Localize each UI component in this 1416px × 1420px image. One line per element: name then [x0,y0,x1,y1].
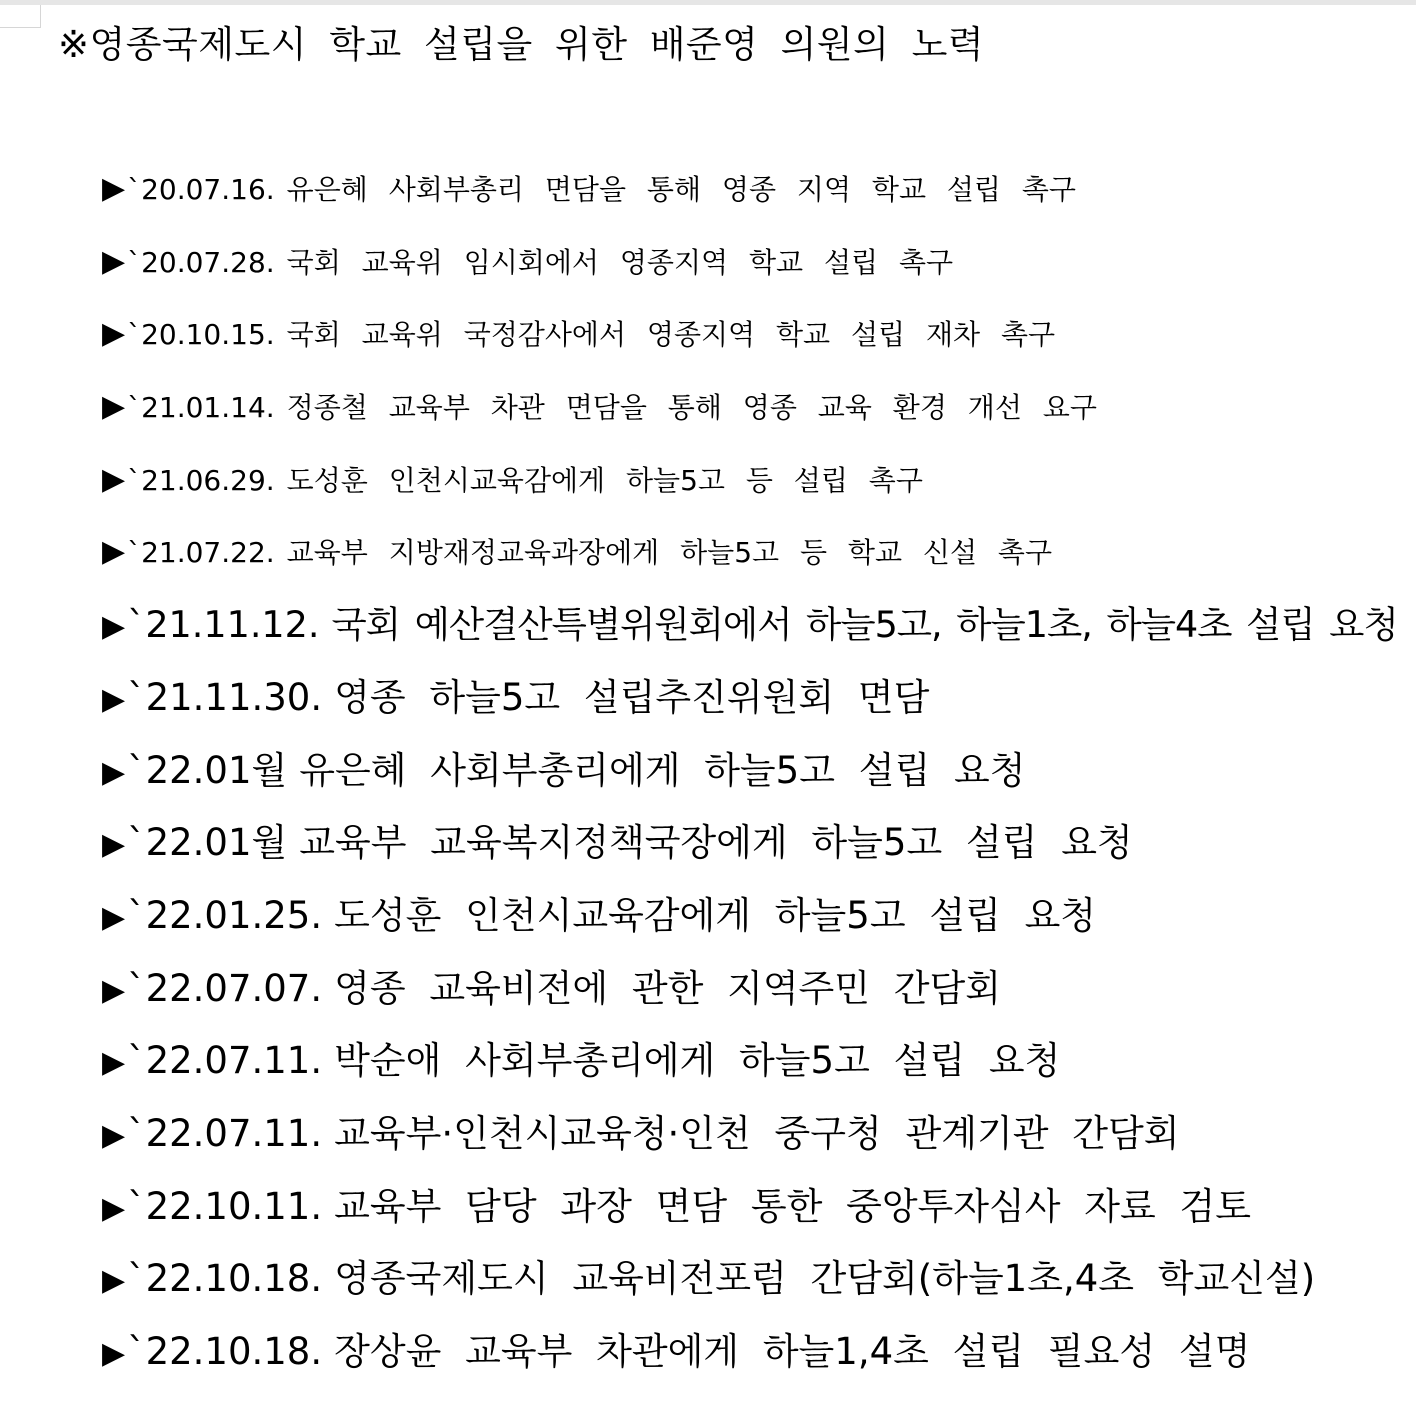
entry-date: `20.07.16. [127,173,275,206]
entry-date: `22.07.11. [127,1111,323,1155]
triangle-bullet-icon: ▶ [102,827,126,863]
entry-text: 영종 교육비전에 관한 지역주민 간담회 [334,966,1002,1010]
entry-date: `20.10.15. [127,318,275,352]
entry-text: 장상윤 교육부 차관에게 하늘1,4초 설립 필요성 설명 [334,1330,1251,1373]
document-title: ※영종국제도시 학교 설립을 위한 배준영 의원의 노력 [58,23,985,66]
timeline-entry [102,746,1398,819]
entry-date: `21.01.14. [127,391,275,425]
triangle-bullet-icon: ▶ [102,243,126,279]
entry-date: `21.06.29. [127,463,275,497]
triangle-bullet-icon: ▶ [102,171,126,206]
entry-date: `22.01월 [127,821,288,865]
entry-date: `21.07.22. [127,536,275,570]
timeline-entry [102,527,1398,600]
entry-text: 교육부 교육복지정책국장에게 하늘5고 설립 요청 [299,821,1133,865]
entry-text: 영종 하늘5고 설립추진위원회 면담 [334,675,930,719]
timeline-entry [102,1327,1398,1400]
timeline-entry [102,1182,1398,1255]
entry-text: 도성훈 인천시교육감에게 하늘5고 설립 요청 [334,893,1097,937]
entry-text: 유은혜 사회부총리 면담을 통해 영종 지역 학교 설립 촉구 [286,173,1076,206]
timeline-entry [102,964,1398,1037]
triangle-bullet-icon: ▶ [102,1045,126,1081]
triangle-bullet-icon: ▶ [102,609,126,645]
timeline-entry [102,1254,1398,1327]
entry-date: `20.07.28. [127,245,275,279]
page-corner-marker [0,5,41,28]
timeline-entry [102,673,1398,746]
timeline-entry [102,600,1398,673]
entry-text: 교육부 담당 과장 면담 통한 중앙투자심사 자료 검토 [334,1184,1252,1228]
page-top-border [0,0,1416,5]
entry-date: `21.11.30. [127,675,323,719]
triangle-bullet-icon: ▶ [102,461,126,497]
triangle-bullet-icon: ▶ [102,754,126,790]
timeline-entry [102,818,1398,891]
entry-date: `22.10.18. [127,1330,323,1373]
triangle-bullet-icon: ▶ [102,972,126,1008]
timeline-entry [102,309,1398,382]
entry-text: 도성훈 인천시교육감에게 하늘5고 등 설립 촉구 [286,463,923,497]
triangle-bullet-icon: ▶ [102,1117,126,1153]
entry-date: `22.01월 [127,748,288,792]
entry-date: `22.07.11. [127,1039,323,1083]
triangle-bullet-icon: ▶ [102,389,126,425]
triangle-bullet-icon: ▶ [102,316,126,352]
timeline-entry [102,237,1398,310]
entry-date: `22.10.11. [127,1184,323,1228]
triangle-bullet-icon: ▶ [102,899,126,935]
entry-text: 국회 예산결산특별위원회에서 하늘5고, 하늘1초, 하늘4초 설립 요청 [331,603,1398,647]
entry-date: `22.07.07. [127,966,323,1010]
entry-text: 영종국제도시 교육비전포럼 간담회(하늘1초,4초 학교신설) [334,1257,1316,1301]
triangle-bullet-icon: ▶ [102,1336,126,1371]
timeline-entry [102,891,1398,964]
entry-text: 국회 교육위 국정감사에서 영종지역 학교 설립 재차 촉구 [286,318,1056,352]
entry-text: 교육부·인천시교육청·인천 중구청 관계기관 간담회 [334,1111,1180,1155]
timeline-list [102,164,1398,1400]
entry-text: 국회 교육위 임시회에서 영종지역 학교 설립 촉구 [286,245,954,279]
triangle-bullet-icon: ▶ [102,1190,126,1226]
entry-date: `22.10.18. [127,1257,323,1301]
timeline-entry [102,1036,1398,1109]
triangle-bullet-icon: ▶ [102,681,126,717]
entry-text: 박순애 사회부총리에게 하늘5고 설립 요청 [334,1039,1061,1083]
entry-text: 유은혜 사회부총리에게 하늘5고 설립 요청 [299,748,1026,792]
entry-date: `21.11.12. [127,603,320,647]
timeline-entry [102,164,1398,237]
timeline-entry [102,382,1398,455]
triangle-bullet-icon: ▶ [102,534,126,570]
triangle-bullet-icon: ▶ [102,1263,126,1299]
timeline-entry [102,455,1398,528]
entry-text: 교육부 지방재정교육과장에게 하늘5고 등 학교 신설 촉구 [286,536,1052,570]
entry-date: `22.01.25. [127,893,323,937]
timeline-entry [102,1109,1398,1182]
entry-text: 정종철 교육부 차관 면담을 통해 영종 교육 환경 개선 요구 [286,391,1097,425]
